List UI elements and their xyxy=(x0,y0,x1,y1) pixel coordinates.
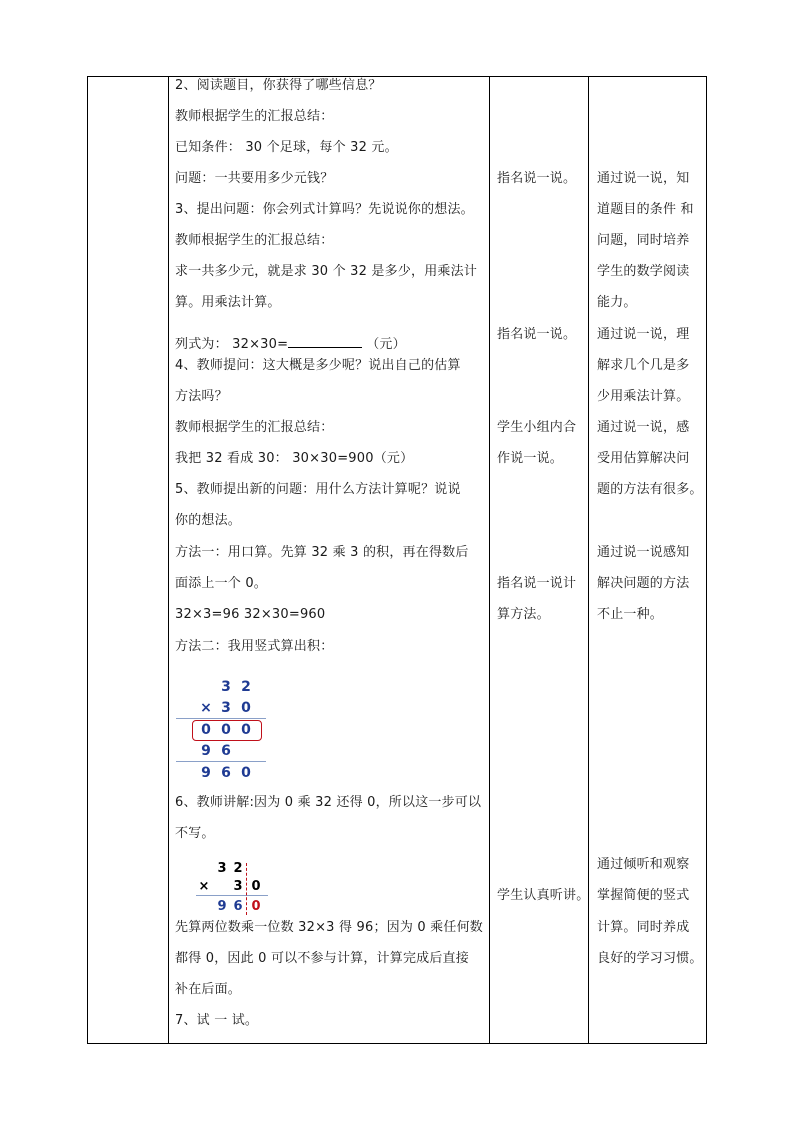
lesson-col-line: 方法一：用口算。先算 32 乘 3 的积，再在得数后 xyxy=(175,545,469,560)
lesson-col-line: 我把 32 看成 30： 30×30=900（元） xyxy=(175,451,414,466)
student-col-line: 学生认真听讲。 xyxy=(497,888,590,903)
calc1-digit: 9 xyxy=(201,743,211,759)
intent-col-line: 学生的数学阅读 xyxy=(597,264,690,279)
calc1-digit: 0 xyxy=(201,722,211,738)
student-col-line: 学生小组内合 xyxy=(497,420,577,435)
intent-col-line: 通过说一说，理 xyxy=(597,327,690,342)
calc1-digit: 0 xyxy=(241,700,251,716)
intent-col-line: 不止一种。 xyxy=(597,607,664,622)
calc1-digit: 9 xyxy=(201,765,211,781)
calc2-digit: 9 xyxy=(217,899,227,914)
intent-col-line: 道题目的条件 和 xyxy=(597,202,694,217)
formula-line xyxy=(175,335,406,353)
lesson-col-line: 你的想法。 xyxy=(175,513,242,528)
column-divider-1 xyxy=(168,77,169,1043)
calc2-divider-dashed xyxy=(246,863,247,915)
intent-col-line: 通过说一说感知 xyxy=(597,545,690,560)
lesson-col-line: 5、教师提出新的问题：用什么方法计算呢？说说 xyxy=(175,482,461,497)
lesson-col-line: 补在后面。 xyxy=(175,982,242,997)
intent-col-line: 解求几个几是多 xyxy=(597,358,690,373)
lesson-col-line: 2、阅读题目，你获得了哪些信息？ xyxy=(175,78,382,93)
calc2-digit: 6 xyxy=(233,899,243,914)
lesson-col-line: 都得 0，因此 0 可以不参与计算，计算完成后直接 xyxy=(175,951,469,966)
formula-label: 列式为： 32×30= xyxy=(175,337,289,352)
intent-col-line: 良好的学习习惯。 xyxy=(597,951,703,966)
lesson-col-line: 已知条件： 30 个足球，每个 32 元。 xyxy=(175,140,398,155)
lesson-col-line: 教师根据学生的汇报总结： xyxy=(175,109,334,124)
calc2-digit: 2 xyxy=(233,861,243,876)
intent-col-line: 问题，同时培养 xyxy=(597,233,690,248)
calc1-digit: 0 xyxy=(221,722,231,738)
formula-unit: （元） xyxy=(366,337,406,352)
intent-col-line: 题的方法有很多。 xyxy=(597,482,703,497)
intent-col-line: 能力。 xyxy=(597,295,637,310)
calc1-digit: 6 xyxy=(221,743,231,759)
calc1-rule xyxy=(176,718,266,719)
student-col-line: 指名说一说计 xyxy=(497,576,577,591)
lesson-col-line: 教师根据学生的汇报总结： xyxy=(175,233,334,248)
intent-col-line: 受用估算解决问 xyxy=(597,451,690,466)
intent-col-line: 少用乘法计算。 xyxy=(597,389,690,404)
student-col-line: 作说一说。 xyxy=(497,451,564,466)
calc1-digit: 0 xyxy=(241,765,251,781)
intent-col-line: 通过说一说，感 xyxy=(597,420,690,435)
lesson-col-line: 7、试 一 试。 xyxy=(175,1013,259,1028)
lesson-col-line: 先算两位数乘一位数 32×3 得 96；因为 0 乘任何数 xyxy=(175,920,483,935)
calc2-digit: 3 xyxy=(233,879,243,894)
student-col-line: 指名说一说。 xyxy=(497,171,577,186)
calc2-rule xyxy=(196,895,268,896)
intent-col-line: 通过倾听和观察 xyxy=(597,857,690,872)
intent-col-line: 计算。同时养成 xyxy=(597,920,690,935)
calc1-digit: 3 xyxy=(221,679,231,695)
lesson-col-line: 32×3=96 32×30=960 xyxy=(175,607,326,622)
calc1-rule xyxy=(176,761,266,762)
calc1-digit: 0 xyxy=(241,722,251,738)
calc2-times-sign: × xyxy=(198,879,210,894)
lesson-col-line: 方法二：我用竖式算出积： xyxy=(175,639,334,654)
column-divider-2 xyxy=(489,77,490,1043)
calc1-digit: 6 xyxy=(221,765,231,781)
calc2-digit: 0 xyxy=(251,879,261,894)
lesson-col-line: 教师根据学生的汇报总结： xyxy=(175,420,334,435)
lesson-col-line: 3、提出问题：你会列式计算吗？先说说你的想法。 xyxy=(175,202,474,217)
calc2-digit: 3 xyxy=(217,861,227,876)
vertical-calc-method-two xyxy=(188,677,278,787)
calc1-digit: 3 xyxy=(221,700,231,716)
lesson-col-line: 算。用乘法计算。 xyxy=(175,295,281,310)
lesson-col-line: 4、教师提问：这大概是多少呢？说出自己的估算 xyxy=(175,358,461,373)
lesson-col-line: 问题：一共要用多少元钱？ xyxy=(175,171,334,186)
calc2-digit-zero: 0 xyxy=(251,899,261,914)
intent-col-line: 通过说一说，知 xyxy=(597,171,690,186)
lesson-col-line: 面添上一个 0。 xyxy=(175,576,268,591)
lesson-table xyxy=(87,76,707,1044)
student-col-line: 算方法。 xyxy=(497,607,550,622)
vertical-calc-simplified xyxy=(200,861,280,921)
intent-col-line: 掌握简便的竖式 xyxy=(597,888,690,903)
intent-col-line: 解决问题的方法 xyxy=(597,576,690,591)
lesson-col-line: 方法吗？ xyxy=(175,389,228,404)
answer-blank xyxy=(288,335,362,348)
calc1-digit: 2 xyxy=(241,679,251,695)
student-col-line: 指名说一说。 xyxy=(497,327,577,342)
calc1-times-sign: × xyxy=(200,700,212,716)
lesson-col-line: 6、教师讲解:因为 0 乘 32 还得 0，所以这一步可以 xyxy=(175,795,482,810)
lesson-col-line: 求一共多少元，就是求 30 个 32 是多少，用乘法计 xyxy=(175,264,478,279)
lesson-col-line: 不写。 xyxy=(175,826,215,841)
